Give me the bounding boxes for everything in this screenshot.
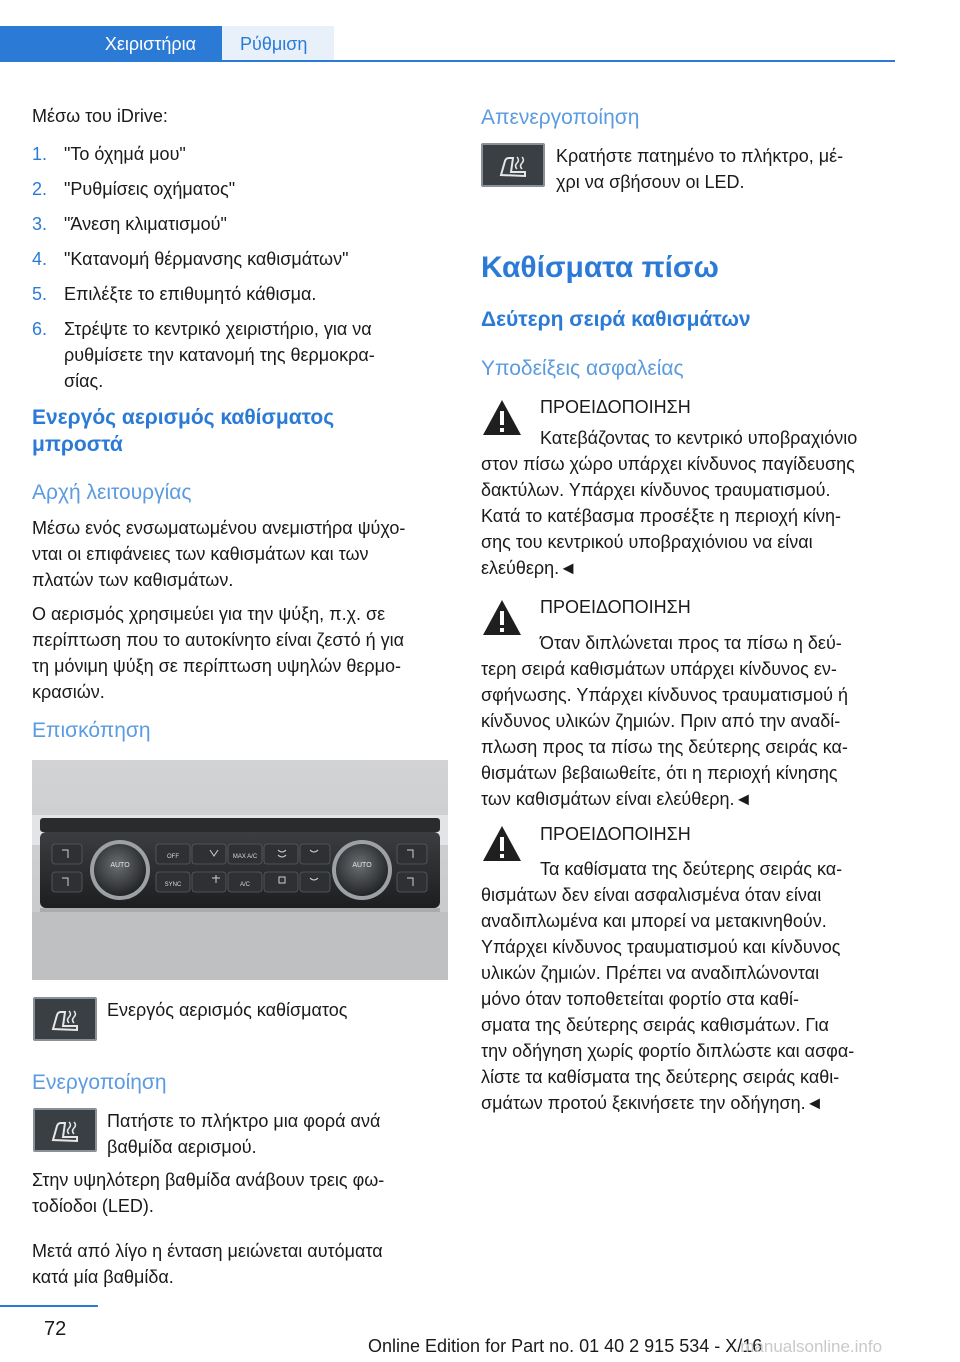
step-number: 5. (32, 284, 48, 304)
warning-text: σματα της δεύτερης σειράς καθισμάτων. Για (481, 1015, 829, 1035)
auto-label-right: AUTO (352, 862, 372, 869)
principle-line: κρασιών. (32, 682, 105, 702)
step-number: 3. (32, 214, 48, 234)
warning-text: των καθισμάτων είναι ελεύθερη.◄ (481, 789, 753, 809)
watermark: manualsonline.info (740, 1337, 883, 1356)
principle-line: πλατών των καθισμάτων. (32, 570, 234, 590)
step-text: Στρέψτε το κεντρικό χειριστήριο, για να (64, 319, 372, 339)
warning-label: ΠΡΟΕΙΔΟΠΟΙΗΣΗ (540, 824, 691, 844)
edition-footer (368, 1336, 882, 1357)
step-text: Επιλέξτε το επιθυμητό κάθισμα. (64, 284, 317, 304)
warning-text: τερη σειρά καθισμάτων υπάρχει κίνδυνος εν‐ (481, 659, 837, 679)
warning-text: στον πίσω χώρο υπάρχει κίνδυνος παγίδευσης (481, 454, 855, 474)
climate-control-photo (32, 760, 448, 980)
page-header (0, 26, 895, 62)
seat-vent-button-image (33, 1108, 97, 1152)
tab-settings[interactable]: Ρύθμιση (240, 34, 308, 54)
heading-rear-seats: Καθίσματα πίσω (481, 251, 719, 284)
warning-text: Κατεβάζοντας το κεντρικό υποβραχιόνιο (540, 428, 858, 448)
auto-label-left: AUTO (110, 862, 130, 869)
tab-controls[interactable]: Χειριστήρια (0, 26, 222, 62)
warning-icon (481, 598, 523, 638)
seat-fan-icon (483, 145, 543, 185)
ac-label: A/C (239, 882, 251, 888)
warning-text: σμάτων προτού ξεκινήσετε την οδήγηση.◄ (481, 1093, 824, 1113)
heading-overview: Επισκόπηση (32, 719, 151, 742)
warning-icon (481, 398, 523, 438)
step-number: 1. (32, 144, 48, 164)
seat-vent-button-image (481, 143, 545, 187)
step-number: 6. (32, 319, 48, 339)
heading-safety: Υποδείξεις ασφαλείας (481, 357, 684, 380)
warning-text: πλωση προς τα πίσω της δεύτερης σειράς κα‐ (481, 737, 848, 757)
warning-text: Όταν διπλώνεται προς τα πίσω η δεύ‐ (540, 633, 842, 653)
deactivate-text: χρι να σβήσουν οι LED. (556, 172, 745, 192)
footer-rule (0, 1305, 98, 1307)
seat-fan-icon (35, 1110, 95, 1150)
heading-active-vent-1: Ενεργός αερισμός καθίσματος (32, 406, 335, 429)
heading-second-row: Δεύτερη σειρά καθισμάτων (481, 308, 751, 331)
intro-text: Μέσω του iDrive: (32, 106, 168, 126)
step-text: "Το όχημά μου" (64, 144, 186, 164)
principle-line: Ο αερισμός χρησιμεύει για την ψύξη, π.χ. σε (32, 604, 386, 624)
seat-vent-button-image (33, 997, 97, 1041)
warning-text: δακτύλων. Υπάρχει κίνδυνος τραυματισμού. (481, 480, 831, 500)
warning-text: αναδιπλωμένα και μπορεί να μετακινηθούν. (481, 911, 827, 931)
warning-text: Υπάρχει κίνδυνος τραυματισμού και κίνδυνος (481, 937, 841, 957)
activate-paragraph: Στην υψηλότερη βαθμίδα ανάβουν τρεις φω‐ (32, 1170, 385, 1190)
edition-text: Online Edition for Part no. 01 40 2 915 534 - X/16 (368, 1336, 763, 1356)
step-text: "Ρυθμίσεις οχήματος" (64, 179, 236, 199)
activate-paragraph: Μετά από λίγο η ένταση μειώνεται αυτόματα (32, 1241, 383, 1261)
step-text: "Άνεση κλιματισμού" (64, 214, 227, 234)
step-text: σίας. (64, 371, 104, 391)
principle-line: περίπτωση που το αυτοκίνητο είναι ζεστό ή για (32, 630, 405, 650)
warning-text: σης του κεντρικού υποβραχιόνιου να είναι (481, 532, 813, 552)
warning-text: την οδήγηση χωρίς φορτίο διπλώστε και ασφα‐ (481, 1041, 855, 1061)
heading-active-vent-2: μπροστά (32, 433, 123, 456)
max-ac-label: MAX A/C (232, 854, 258, 860)
warning-text: λίστε τα καθίσματα της δεύτερης σειράς καθι‐ (481, 1067, 840, 1087)
warning-text: μόνο όταν τοποθετείται φορτίο στα καθί‐ (481, 989, 799, 1009)
step-number: 4. (32, 249, 48, 269)
warning-text: ελεύθερη.◄ (481, 558, 577, 578)
principle-line: νται οι επιφάνειες των καθισμάτων και των (32, 544, 369, 564)
button-caption: Ενεργός αερισμός καθίσματος (107, 1000, 348, 1020)
principle-line: τη μόνιμη ψύξη σε περίπτωση υψηλών θερμο‐ (32, 656, 402, 676)
sync-label: SYNC (164, 882, 182, 888)
off-label: OFF (167, 854, 179, 860)
warning-text: θισμάτων δεν είναι ασφαλισμένα όταν είναι (481, 885, 822, 905)
heading-activate: Ενεργοποίηση (32, 1071, 167, 1094)
warning-text: Κατά το κατέβασμα προσέξτε η περιοχή κίνη‐ (481, 506, 841, 526)
activate-paragraph: κατά μία βαθμίδα. (32, 1267, 174, 1287)
heading-principle: Αρχή λειτουργίας (32, 481, 192, 504)
activate-paragraph: τοδίοδοι (LED). (32, 1196, 154, 1216)
warning-text: θισμάτων βεβαιωθείτε, ότι η περιοχή κίνησης (481, 763, 838, 783)
deactivate-text: Κρατήστε πατημένο το πλήκτρο, μέ‐ (556, 146, 844, 166)
step-number: 2. (32, 179, 48, 199)
step-text: "Κατανομή θέρμανσης καθισμάτων" (64, 249, 349, 269)
activate-text: Πατήστε το πλήκτρο μια φορά ανά (107, 1111, 381, 1131)
warning-label: ΠΡΟΕΙΔΟΠΟΙΗΣΗ (540, 597, 691, 617)
principle-line: Μέσω ενός ενσωματωμένου ανεμιστήρα ψύχο‐ (32, 518, 406, 538)
step-text: ρυθμίσετε την κατανομή της θερμοκρα‐ (64, 345, 375, 365)
heading-deactivate: Απενεργοποίηση (481, 106, 640, 129)
warning-label: ΠΡΟΕΙΔΟΠΟΙΗΣΗ (540, 397, 691, 417)
activate-text: βαθμίδα αερισμού. (107, 1137, 257, 1157)
page-number: 72 (44, 1318, 67, 1340)
warning-text: κίνδυνος υλικών ζημιών. Πριν από την αναδί‐ (481, 711, 841, 731)
warning-text: υλικών ζημιών. Πρέπει να αναδιπλώνονται (481, 963, 820, 983)
warning-icon (481, 824, 523, 864)
warning-text: Τα καθίσματα της δεύτερης σειράς κα‐ (540, 859, 843, 879)
warning-text: σφήνωσης. Υπάρχει κίνδυνος τραυματισμού ή (481, 685, 848, 705)
seat-fan-icon (35, 999, 95, 1039)
